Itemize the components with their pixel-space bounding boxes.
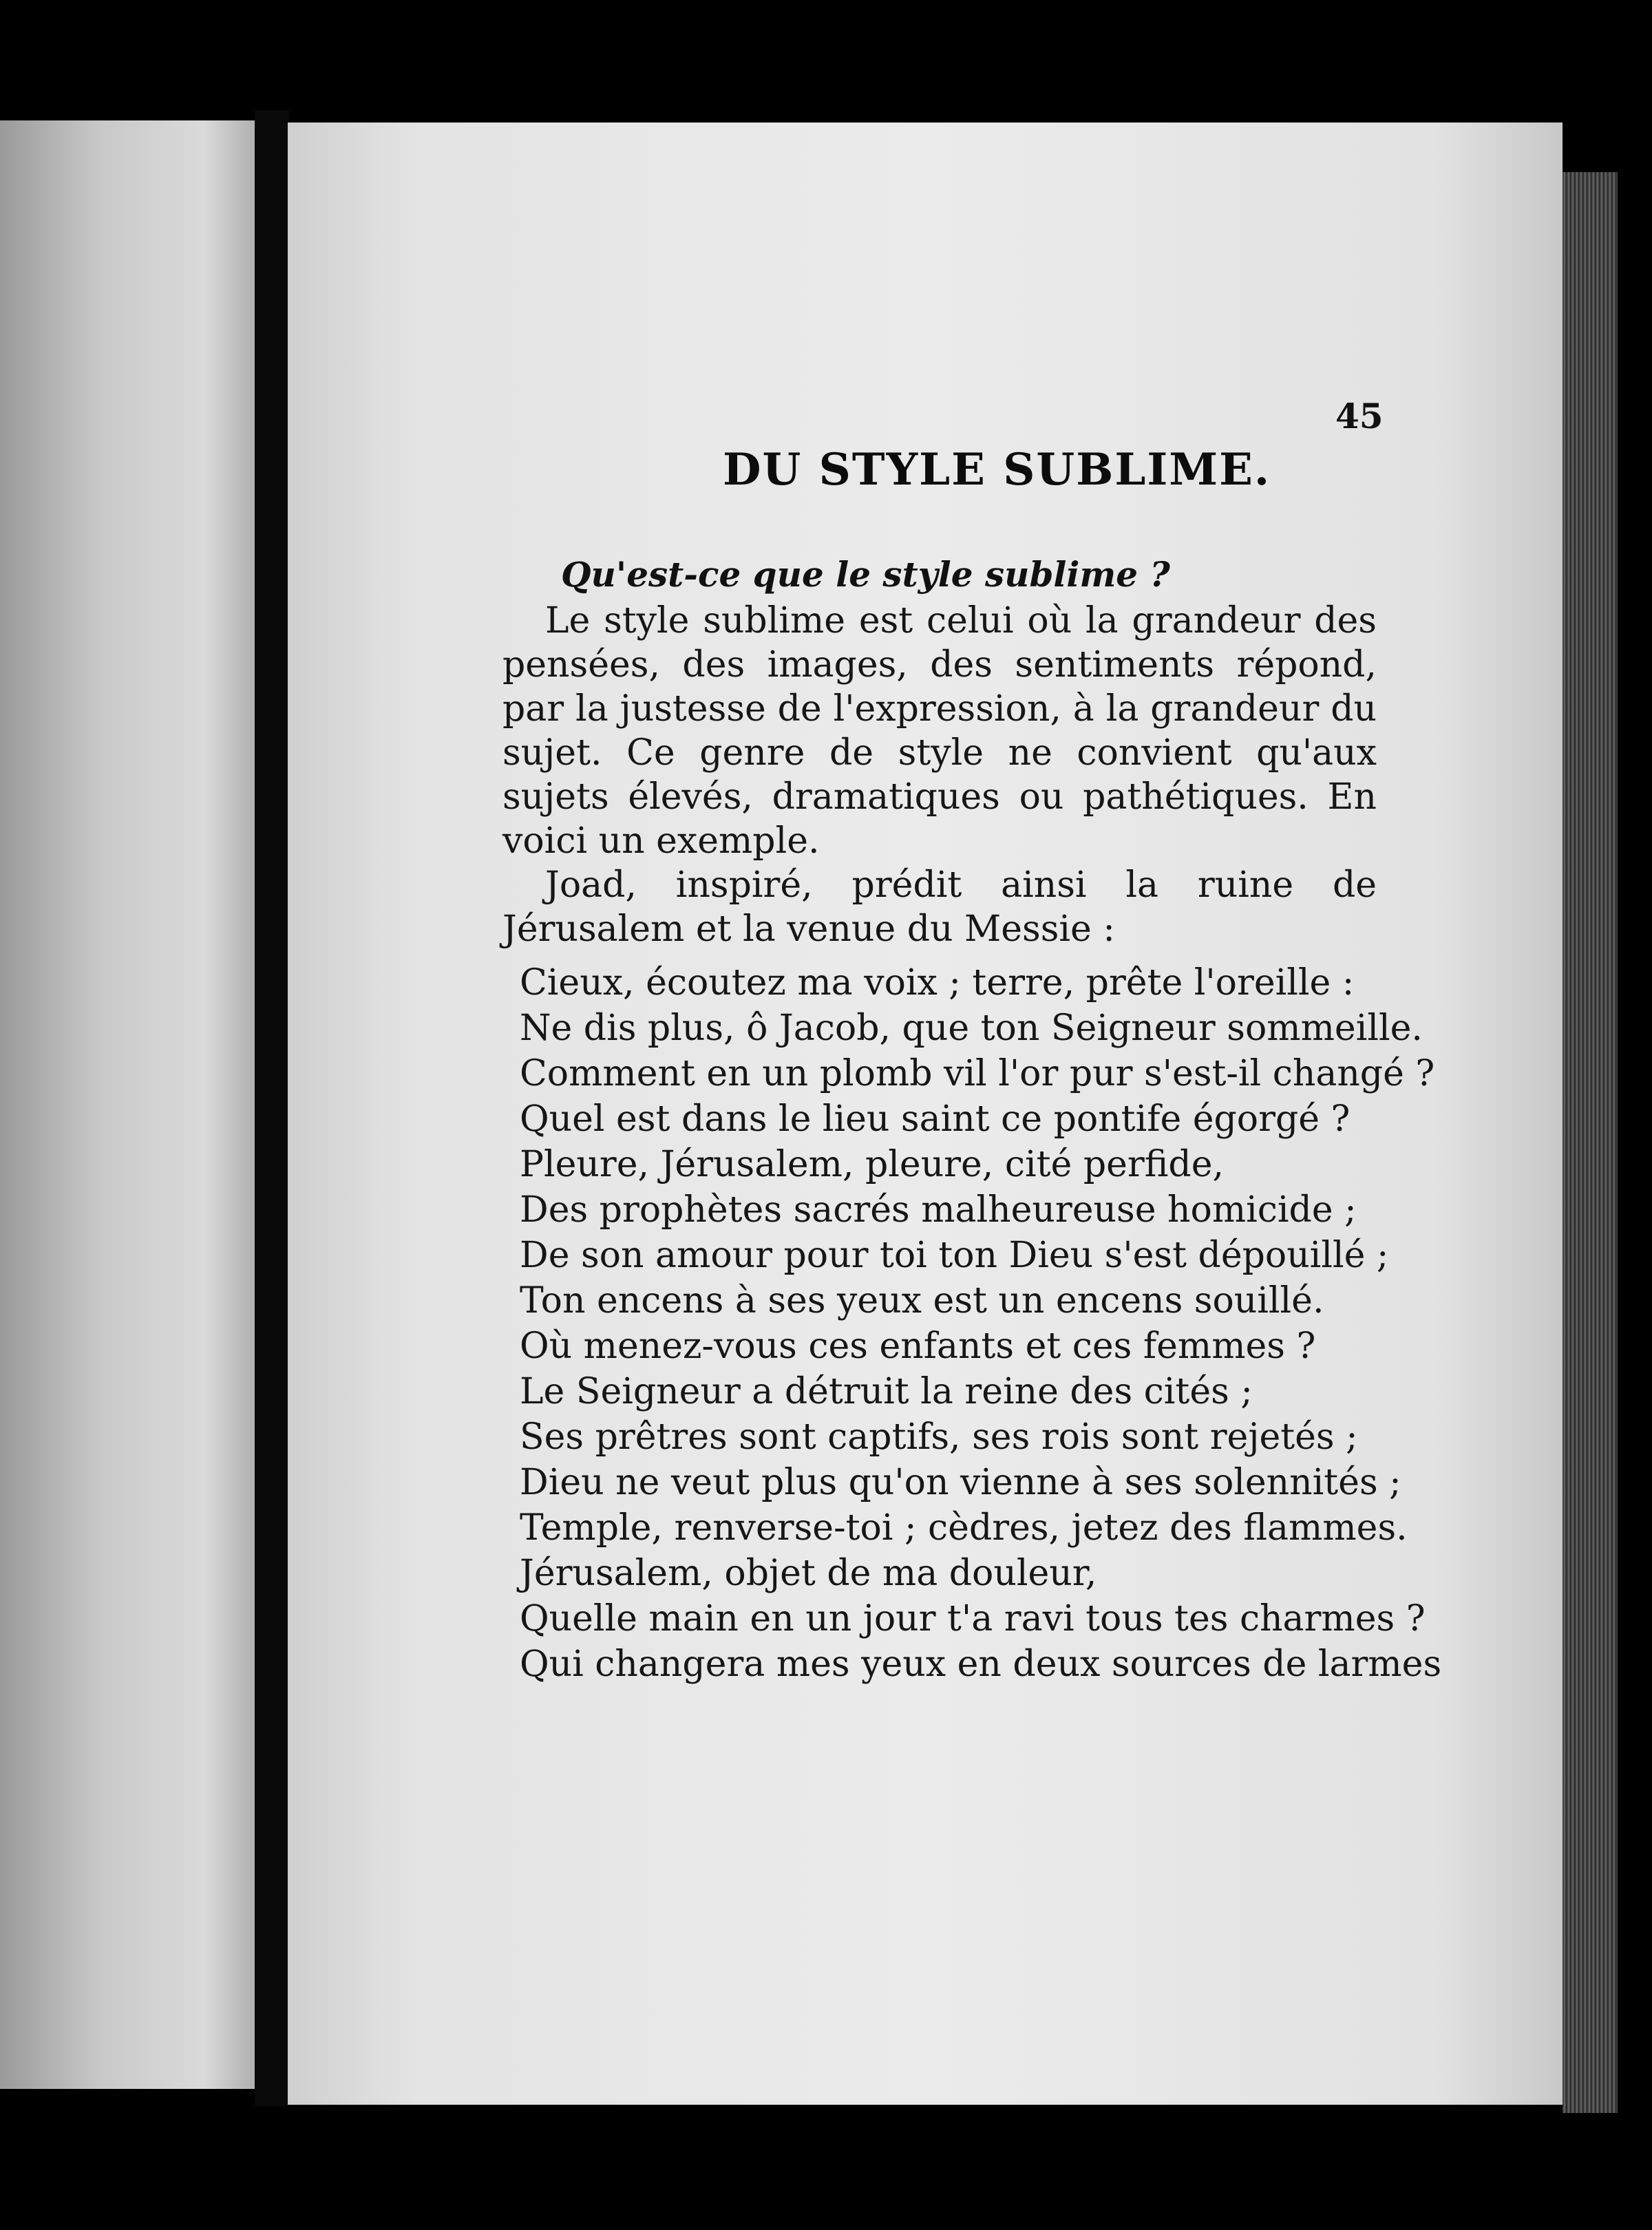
verse-line: Où menez-vous ces enfants et ces femmes ?: [520, 1326, 1316, 1367]
verse-line: Qui changera mes yeux en deux sources de larmes: [520, 1644, 1442, 1685]
verse-line: Quelle main en un jour t'a ravi tous tes charmes ?: [520, 1598, 1426, 1639]
book-gutter: [255, 110, 289, 2106]
verse-line: Jérusalem, objet de ma douleur,: [520, 1553, 1097, 1594]
answer-paragraph: Le style sublime est celui où la grandeur des pensées, des images, des sentiments répond, par la justesse de l'expression, à la grandeur du sujet. Ce genre de style ne convient qu'aux sujets élevés, dramatiques ou pathétiques. En voici un exemple.: [502, 600, 1377, 862]
verse-line: Temple, renverse-toi ; cèdres, jetez des flammes.: [520, 1507, 1408, 1549]
intro-paragraph: Joad, inspiré, prédit ainsi la ruine de Jérusalem et la venue du Messie :: [502, 864, 1377, 950]
verse-line: Comment en un plomb vil l'or pur s'est-il changé ?: [520, 1053, 1435, 1094]
page-title: DU STYLE SUBLIME.: [723, 444, 1271, 496]
page-number: 45: [1335, 396, 1384, 436]
verse-line: Quel est dans le lieu saint ce pontife égorgé ?: [520, 1098, 1351, 1140]
verse-block: [520, 960, 1442, 1687]
verse-line: Dieu ne veut plus qu'on vienne à ses solennités ;: [520, 1462, 1401, 1503]
page-edge: [1563, 172, 1618, 2113]
verse-line: Pleure, Jérusalem, pleure, cité perfide,: [520, 1144, 1225, 1185]
verse-line: Ses prêtres sont captifs, ses rois sont rejetés ;: [520, 1416, 1358, 1458]
question-heading: Qu'est-ce que le style sublime ?: [561, 554, 1170, 595]
verse-line: Cieux, écoutez ma voix ; terre, prête l'oreille :: [520, 962, 1355, 1003]
verse-line: Ton encens à ses yeux est un encens souillé.: [520, 1280, 1324, 1321]
verse-line: De son amour pour toi ton Dieu s'est dépouillé ;: [520, 1235, 1389, 1276]
verse-line: Le Seigneur a détruit la reine des cités ;: [520, 1371, 1253, 1412]
left-page: [0, 120, 255, 2089]
verse-line: Des prophètes sacrés malheureuse homicide ;: [520, 1189, 1357, 1231]
answer-text-block: [502, 599, 1377, 951]
verse-line: Ne dis plus, ô Jacob, que ton Seigneur sommeille.: [520, 1008, 1423, 1049]
